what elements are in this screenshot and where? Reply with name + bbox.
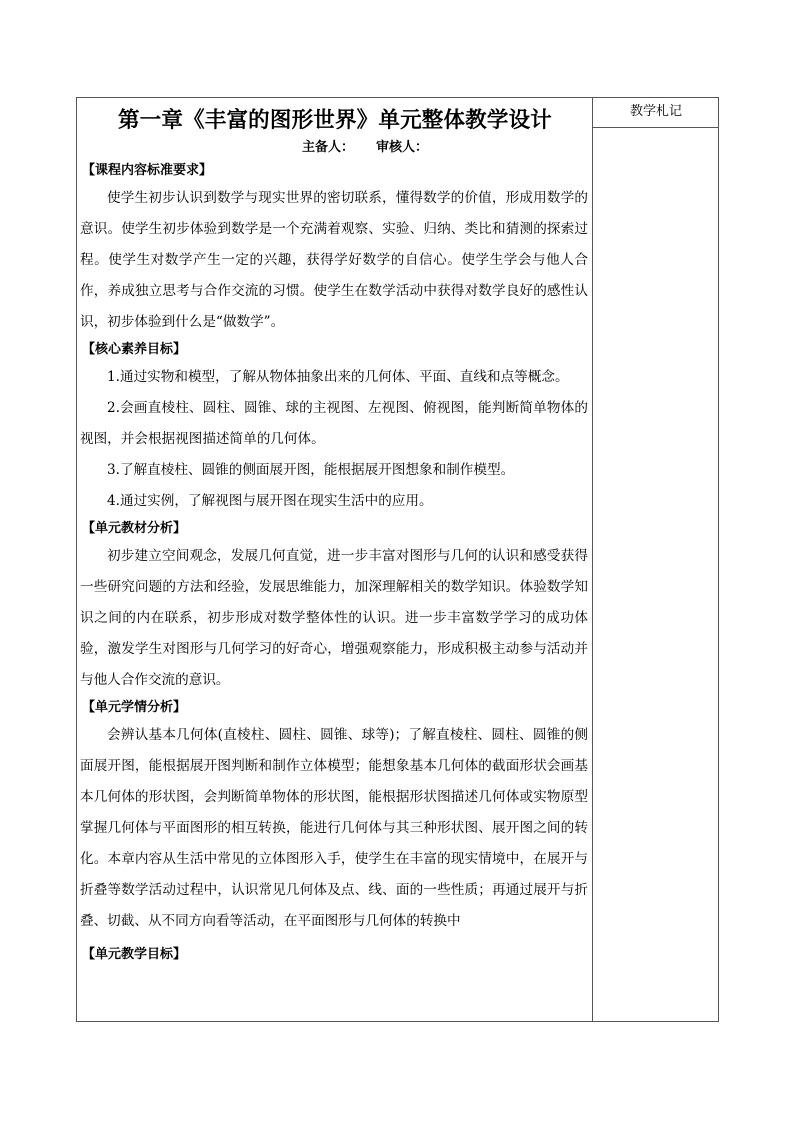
textbook-analysis-text: 初步建立空间观念，发展几何直觉，进一步丰富对图形与几何的认识和感受获得一些研究问题的方法和经验，发展思维能力，加深理解相关的数学知识。体验数学知识之间的内在联系，初步形成对数学整体性的认识。进一步丰富数学学习的成功体验，激发学生对图形与几何学习的好奇心，增强观察能力，形成积极主动参与活动并与他人合作交流的意识。 (80, 548, 588, 688)
document-title: 第一章《丰富的图形世界》单元整体教学设计 (117, 108, 552, 133)
section-heading-student-analysis: 【单元学情分析】 (82, 700, 187, 715)
authors-line (80, 137, 590, 159)
section-heading-curriculum: 【课程内容标准要求】 (82, 163, 213, 178)
core-goal-item: 1.通过实物和模型，了解从物体抽象出来的几何体、平面、直线和点等概念。 (107, 369, 569, 385)
curriculum-text: 使学生初步认识到数学与现实世界的密切联系，懂得数学的价值，形成用数学的意识。使学生初步体验到数学是一个充满着观察、实验、归纳、类比和猜测的探索过程。使学生对数学产生一定的兴趣，获得学好数学的自信心。使学生学会与他人合作，养成独立思考与合作交流的习惯。使学生在数学活动中获得对数学良好的感性认识，初步体验到什么是“做数学”。 (80, 190, 588, 330)
main-content (80, 97, 590, 967)
section-heading-teaching-goals: 【单元教学目标】 (82, 947, 187, 962)
section-heading-core-goals: 【核心素养目标】 (82, 342, 187, 357)
author-label: 主备人： (301, 140, 354, 155)
column-divider (592, 97, 593, 1022)
core-goal-item: 4.通过实例，了解视图与展开图在现实生活中的应用。 (107, 493, 433, 509)
core-goal-item: 2.会画直棱柱、圆柱、圆锥、球的主视图、左视图、俯视图，能判断简单物体的视图，并会根据视图描述简单的几何体。 (80, 400, 588, 447)
core-goal-item: 3.了解直棱柱、圆锥的侧面展开图，能根据展开图想象和制作模型。 (107, 462, 515, 478)
notes-column-header: 教学札记 (593, 97, 719, 128)
reviewer-label: 审核人： (376, 140, 429, 155)
section-heading-textbook-analysis: 【单元教材分析】 (82, 521, 187, 536)
student-analysis-text: 会辨认基本几何体(直棱柱、圆柱、圆锥、球等)；了解直棱柱、圆柱、圆锥的侧面展开图，能根据展开图判断和制作立体模型；能想象基本几何体的截面形状会画基本几何体的形状图，会判断简单物体的形状图，能根据形状图描述几何体或实物原型掌握几何体与平面图形的相互转换，能进行几何体与其三种形状图、展开图之间的转化。本章内容从生活中常见的立体图形入手，使学生在丰富的现实情境中，在展开与折叠等数学活动过程中，认识常见几何体及点、线、面的一些性质；再通过展开与折叠、切截、从不同方向看等活动，在平面图形与几何体的转换中 (80, 727, 588, 929)
